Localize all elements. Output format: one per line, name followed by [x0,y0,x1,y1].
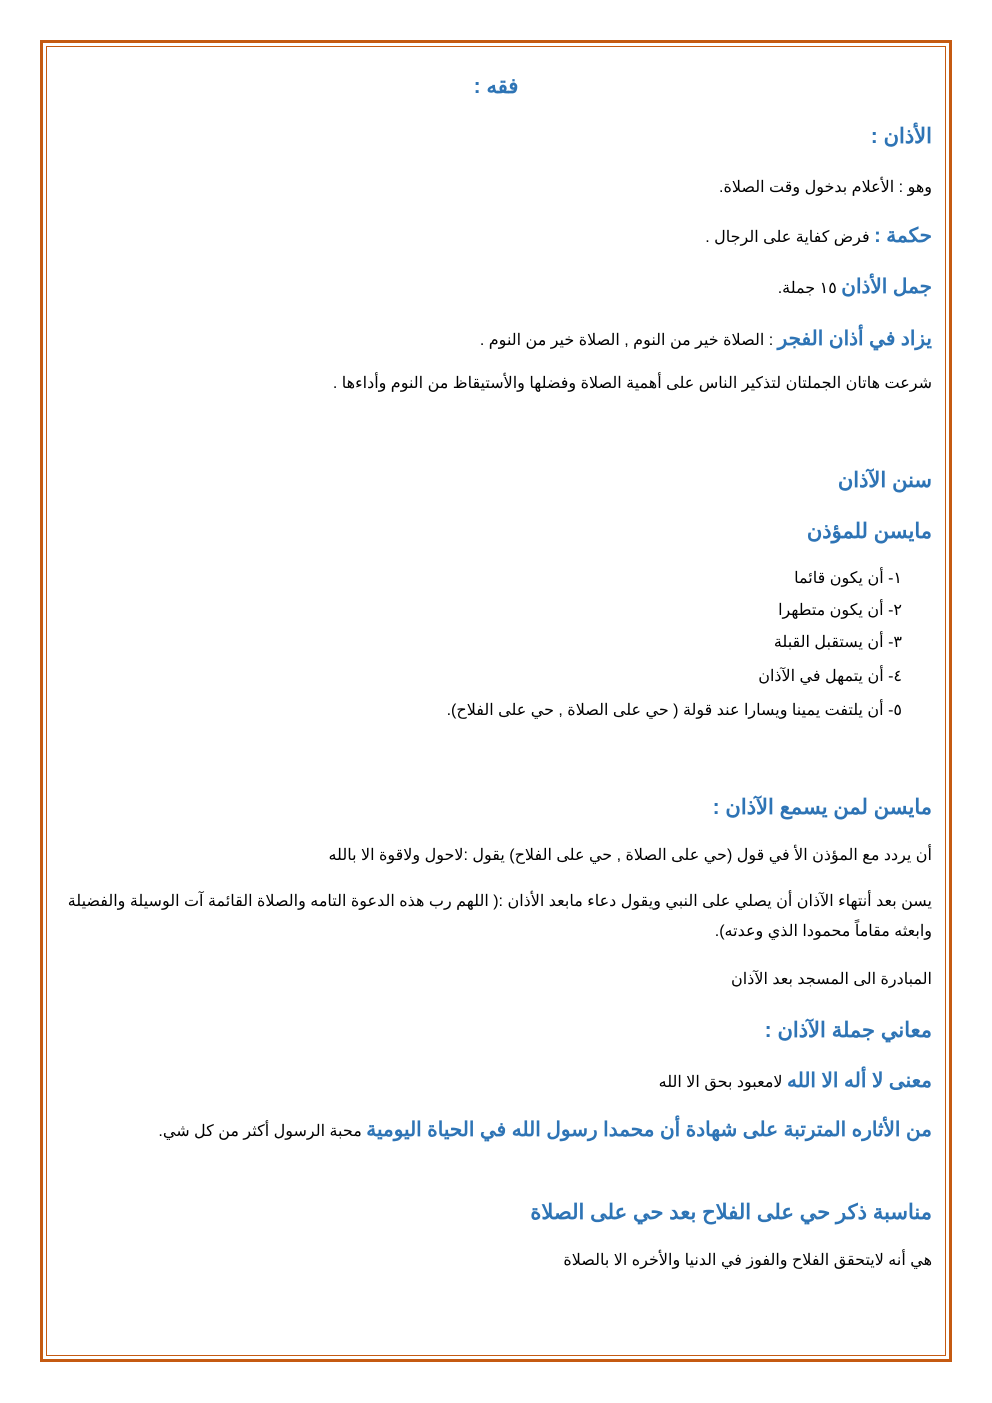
count-label: جمل الأذان [841,276,932,298]
adhan-definition: وهو : الأعلام بدخول وقت الصلاة. [719,179,932,196]
meaning-2-text: محبة الرسول أكثر من كل شي. [158,1123,362,1140]
sunan-heading: سنن الآذان [837,469,932,492]
meaning-1 [60,1068,932,1093]
ruling-text: فرض كفاية على الرجال . [705,229,870,246]
meaning-2 [60,1114,932,1148]
fajr-text: : الصلاة خير من النوم , الصلاة خير من النوم . [479,332,774,349]
fajr-line [60,326,932,351]
page-title: فقه : [473,75,519,98]
muadhin-item-3: ٣- أن يستقبل القبلة [773,634,902,651]
muadhin-heading: مايسن للمؤذن [806,520,932,543]
relevance-heading: مناسبة ذكر حي على الفلاح بعد حي على الصلاة [530,1201,932,1224]
ruling-line [60,223,932,248]
listener-paragraph-2: يسن بعد أنتهاء الآذان أن يصلي على النبي ويقول دعاء مابعد الأذان :( اللهم رب هذه الدعوة التامه والصلاة القائمة آت الوسيلة والفضيلة وابعثه مقاماً محمودا الذي وعدته). [67,893,932,940]
meaning-1-label: معنى لا أله الا الله [786,1070,932,1092]
fajr-reason: شرعت هاتان الجملتان لتذكير الناس على أهمية الصلاة وفضلها والأستيقاظ من النوم وأداءها . [332,375,932,392]
listener-heading: مايسن لمن يسمع الآذان : [712,796,932,819]
meanings-heading: معاني جملة الآذان : [764,1019,932,1042]
muadhin-item-5: ٥- أن يلتفت يمينا ويسارا عند قولة ( حي على الصلاة , حي على الفلاح). [446,702,902,719]
relevance-text: هي أنه لايتحقق الفلاح والفوز في الدنيا والأخره الا بالصلاة [563,1252,932,1269]
listener-paragraph-3: المبادرة الى المسجد بعد الآذان [731,971,932,988]
count-text: ١٥ جملة. [777,280,837,297]
ruling-label: حكمة : [874,225,932,247]
fajr-label: يزاد في أذان الفجر [777,328,932,350]
meaning-2-label: من الأثاره المترتبة على شهادة أن محمدا رسول الله في الحياة اليومية [366,1119,932,1141]
count-line [60,274,932,299]
muadhin-item-1: ١- أن يكون قائما [794,570,902,587]
meaning-1-text: لامعبود بحق الا الله [658,1074,783,1091]
muadhin-item-2: ٢- أن يكون متطهرا [778,602,902,619]
listener-paragraph-1: أن يردد مع المؤذن الأ في قول (حي على الصلاة , حي على الفلاح) يقول :لاحول ولاقوة الا بالله [328,847,932,864]
muadhin-item-4: ٤- أن يتمهل في الآذان [758,668,902,685]
adhan-heading: الأذان : [870,125,932,148]
